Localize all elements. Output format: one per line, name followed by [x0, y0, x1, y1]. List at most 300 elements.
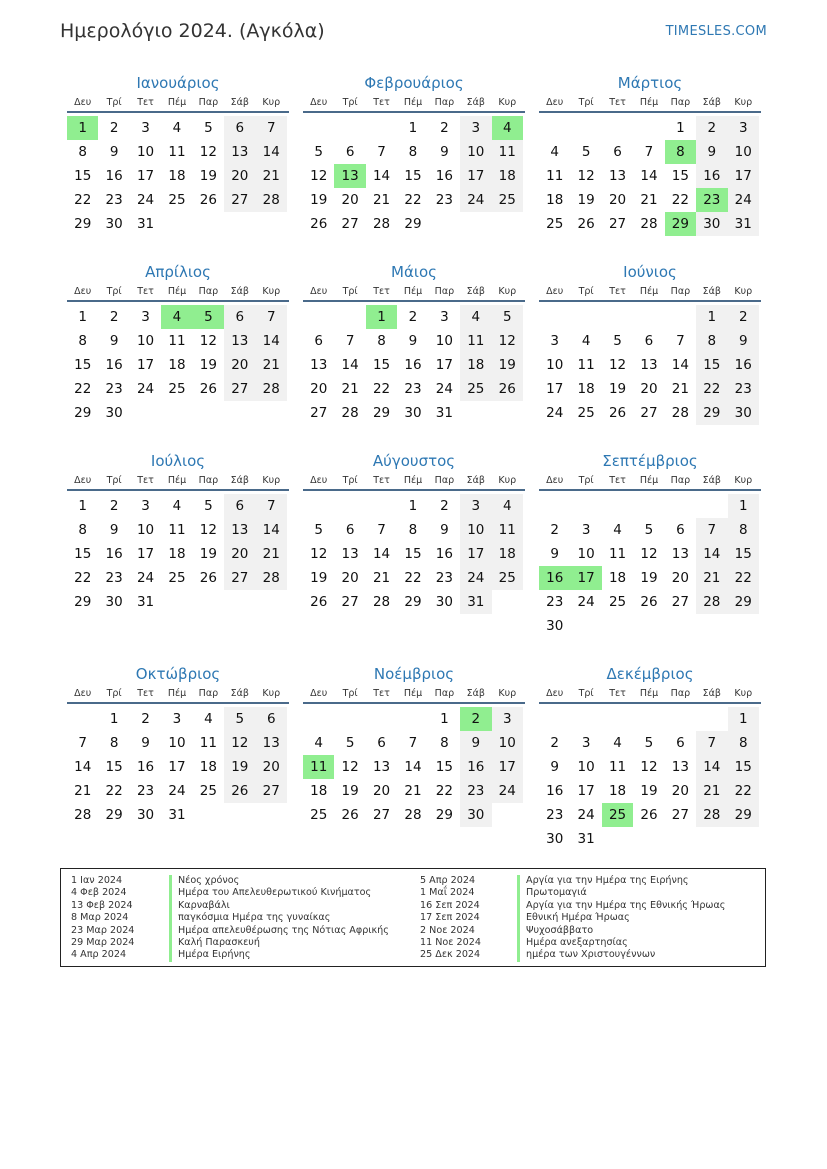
weekday-header — [539, 685, 761, 704]
day-cell: 26 — [341, 807, 359, 823]
day-cell: 19 — [310, 570, 328, 586]
day-cell: 13 — [640, 357, 658, 373]
weekday-label: Σάβ — [230, 475, 249, 486]
day-grid — [67, 305, 289, 425]
day-cell: 12 — [310, 546, 328, 562]
day-cell: 13 — [224, 518, 255, 542]
day-cell: 12 — [640, 759, 658, 775]
day-cell: 29 — [728, 590, 759, 614]
day-cell: 23 — [105, 381, 123, 397]
day-cell: 19 — [224, 755, 255, 779]
day-cell: 11 — [608, 759, 627, 775]
day-cell: 20 — [671, 783, 689, 799]
day-cell: 5 — [224, 707, 255, 731]
day-cell: 19 — [341, 783, 359, 799]
day-cell: 7 — [377, 144, 386, 160]
day-grid — [539, 494, 761, 638]
day-cell: 2 — [109, 120, 119, 136]
day-cell: 7 — [256, 305, 287, 329]
day-cell: 6 — [644, 333, 654, 349]
day-cell: 27 — [372, 807, 391, 823]
day-cell: 31 — [136, 216, 155, 232]
day-cell: 5 — [345, 735, 355, 751]
legend-date: 2 Νοε 2024 — [420, 924, 475, 936]
day-cell: 13 — [372, 759, 391, 775]
day-cell: 30 — [404, 405, 422, 421]
site-link[interactable]: TIMESLES.COM — [665, 24, 767, 39]
empty-cell — [334, 116, 365, 140]
day-cell: 3 — [460, 494, 491, 518]
day-cell: 30 — [696, 212, 727, 236]
day-cell: 14 — [640, 168, 658, 184]
day-cell: 15 — [404, 546, 422, 562]
day-cell: 25 — [310, 807, 328, 823]
day-cell: 16 — [105, 546, 123, 562]
legend-date: 11 Νοε 2024 — [420, 937, 481, 948]
day-cell: 21 — [404, 783, 422, 799]
day-cell: 20 — [224, 353, 255, 377]
day-cell: 11 — [608, 546, 627, 562]
day-cell: 10 — [136, 333, 155, 349]
day-cell: 26 — [640, 807, 658, 823]
day-cell: 9 — [728, 329, 759, 353]
day-cell: 7 — [676, 333, 685, 349]
day-cell: 8 — [78, 144, 87, 160]
day-cell: 26 — [608, 405, 627, 421]
holiday-day: 23 — [696, 188, 727, 212]
day-cell: 15 — [74, 357, 92, 373]
day-cell: 23 — [105, 570, 123, 586]
legend-date: 1 Μαΐ 2024 — [420, 887, 475, 899]
month-block — [539, 663, 761, 851]
day-cell: 12 — [341, 759, 359, 775]
day-cell: 27 — [671, 807, 689, 823]
day-cell: 26 — [199, 192, 217, 208]
day-cell: 6 — [676, 735, 685, 751]
empty-cell — [539, 305, 570, 329]
day-cell: 18 — [310, 783, 328, 799]
day-cell: 9 — [109, 144, 119, 160]
day-cell: 30 — [435, 594, 453, 610]
day-cell: 8 — [408, 144, 418, 160]
day-cell: 22 — [728, 566, 759, 590]
day-cell: 26 — [577, 216, 595, 232]
day-cell: 30 — [546, 618, 564, 634]
day-cell: 10 — [728, 140, 759, 164]
day-cell: 10 — [546, 357, 564, 373]
day-cell: 26 — [199, 570, 217, 586]
day-cell: 14 — [74, 759, 92, 775]
month-name: Μάρτιος — [617, 74, 683, 92]
month-block — [539, 72, 761, 236]
day-cell: 7 — [256, 116, 287, 140]
day-cell: 22 — [74, 192, 92, 208]
weekday-label: Τετ — [609, 97, 626, 108]
weekday-label: Τετ — [609, 286, 626, 297]
day-cell: 23 — [728, 377, 759, 401]
legend-date: 16 Σεπ 2024 — [420, 899, 480, 911]
day-cell: 10 — [577, 546, 595, 562]
day-cell: 27 — [640, 405, 658, 421]
day-cell: 28 — [696, 590, 727, 614]
day-cell: 16 — [136, 759, 155, 775]
day-cell: 18 — [546, 192, 564, 208]
day-cell: 23 — [435, 192, 453, 208]
day-cell: 11 — [492, 140, 523, 164]
day-cell: 9 — [460, 731, 491, 755]
day-cell: 19 — [577, 192, 595, 208]
legend-holiday-name: Καρναβάλι — [169, 900, 230, 912]
day-cell: 5 — [204, 498, 213, 514]
weekday-header — [67, 472, 289, 491]
day-cell: 31 — [577, 831, 595, 847]
weekday-label: Δευ — [74, 286, 92, 297]
day-cell: 27 — [310, 405, 328, 421]
weekday-label: Σάβ — [466, 286, 485, 297]
day-cell: 12 — [310, 168, 328, 184]
weekday-label: Δευ — [74, 97, 92, 108]
day-cell: 3 — [141, 498, 150, 514]
empty-cell — [602, 305, 633, 329]
day-cell: 4 — [460, 305, 491, 329]
weekday-header — [539, 94, 761, 113]
day-cell: 22 — [404, 570, 422, 586]
day-cell: 17 — [168, 759, 186, 775]
weekday-label: Παρ — [198, 475, 219, 486]
weekday-label: Τρί — [578, 286, 594, 297]
day-cell: 12 — [199, 522, 217, 538]
day-cell: 29 — [728, 803, 759, 827]
weekday-label: Σάβ — [466, 688, 485, 699]
day-cell: 18 — [199, 759, 217, 775]
day-cell: 5 — [204, 120, 213, 136]
day-cell: 2 — [408, 309, 418, 325]
day-cell: 9 — [550, 546, 559, 562]
day-cell: 30 — [105, 594, 123, 610]
day-cell: 7 — [696, 731, 727, 755]
day-cell: 9 — [696, 140, 727, 164]
day-cell: 22 — [105, 783, 123, 799]
day-cell: 7 — [408, 735, 418, 751]
day-cell: 10 — [136, 144, 155, 160]
day-cell: 31 — [136, 594, 155, 610]
day-cell: 27 — [224, 377, 255, 401]
weekday-label: Παρ — [434, 286, 455, 297]
empty-cell — [665, 494, 696, 518]
day-cell: 14 — [256, 140, 287, 164]
day-cell: 9 — [408, 333, 418, 349]
day-cell: 18 — [168, 357, 186, 373]
weekday-label: Σάβ — [230, 97, 249, 108]
day-cell: 30 — [728, 401, 759, 425]
day-cell: 12 — [640, 546, 658, 562]
day-cell: 29 — [74, 405, 92, 421]
day-cell: 3 — [460, 116, 491, 140]
legend-holiday-name: Ημέρα απελευθέρωσης της Νότιας Αφρικής — [169, 925, 389, 937]
weekday-label: Πέμ — [167, 286, 187, 297]
day-cell: 12 — [577, 168, 595, 184]
month-name: Ιούλιος — [150, 452, 206, 470]
day-cell: 15 — [728, 542, 759, 566]
weekday-label: Δευ — [310, 286, 328, 297]
day-cell: 21 — [341, 381, 359, 397]
day-cell: 28 — [74, 807, 92, 823]
day-cell: 6 — [676, 522, 685, 538]
day-cell: 17 — [136, 168, 155, 184]
day-cell: 18 — [492, 164, 523, 188]
legend-holiday-name: Εθνική Ημέρα Ήρωας — [517, 912, 630, 924]
weekday-label: Πέμ — [167, 688, 187, 699]
weekday-label: Σάβ — [466, 97, 485, 108]
weekday-label: Τετ — [137, 286, 154, 297]
day-cell: 16 — [546, 783, 564, 799]
day-cell: 15 — [404, 168, 422, 184]
month-name: Μάιος — [391, 263, 437, 281]
holiday-legend — [60, 868, 766, 967]
day-cell: 6 — [224, 116, 255, 140]
day-cell: 28 — [256, 188, 287, 212]
weekday-header — [67, 283, 289, 302]
day-cell: 9 — [550, 759, 559, 775]
day-cell: 6 — [314, 333, 323, 349]
day-cell: 14 — [341, 357, 359, 373]
day-cell: 14 — [372, 168, 391, 184]
day-cell: 16 — [435, 168, 453, 184]
day-cell: 2 — [550, 735, 559, 751]
day-cell: 28 — [671, 405, 689, 421]
weekday-label: Δευ — [546, 688, 564, 699]
day-cell: 24 — [546, 405, 564, 421]
day-cell: 10 — [460, 140, 491, 164]
legend-holiday-name: παγκόσμια Ημέρα της γυναίκας — [169, 912, 330, 924]
day-cell: 4 — [613, 735, 622, 751]
day-cell: 17 — [577, 783, 595, 799]
legend-date: 23 Μαρ 2024 — [71, 924, 135, 936]
day-cell: 5 — [314, 144, 323, 160]
weekday-label: Σάβ — [230, 286, 249, 297]
day-cell: 30 — [136, 807, 155, 823]
day-cell: 24 — [492, 779, 523, 803]
weekday-label: Κυρ — [734, 286, 753, 297]
day-cell: 28 — [696, 803, 727, 827]
day-cell: 18 — [608, 570, 627, 586]
day-cell: 25 — [577, 405, 595, 421]
day-cell: 1 — [408, 120, 418, 136]
day-cell: 17 — [546, 381, 564, 397]
day-cell: 7 — [696, 518, 727, 542]
legend-holiday-name: Ψυχοσάββατο — [517, 925, 593, 937]
day-cell: 19 — [199, 168, 217, 184]
legend-date: 4 Απρ 2024 — [71, 949, 127, 961]
day-cell: 7 — [644, 144, 654, 160]
empty-cell — [602, 707, 633, 731]
day-cell: 31 — [435, 405, 453, 421]
day-cell: 11 — [460, 329, 491, 353]
day-cell: 14 — [372, 546, 391, 562]
day-cell: 5 — [644, 735, 654, 751]
day-grid — [67, 116, 289, 236]
day-cell: 1 — [696, 305, 727, 329]
day-cell: 22 — [696, 377, 727, 401]
weekday-label: Παρ — [434, 688, 455, 699]
day-cell: 24 — [168, 783, 186, 799]
legend-date: 17 Σεπ 2024 — [420, 912, 480, 924]
day-cell: 4 — [581, 333, 591, 349]
weekday-label: Κυρ — [734, 475, 753, 486]
month-block — [67, 663, 289, 827]
legend-date: 13 Φεβ 2024 — [71, 899, 133, 911]
empty-cell — [696, 707, 727, 731]
holiday-day: 1 — [67, 116, 98, 140]
day-cell: 13 — [224, 140, 255, 164]
day-cell: 1 — [676, 120, 685, 136]
day-cell: 6 — [224, 305, 255, 329]
weekday-label: Δευ — [310, 688, 328, 699]
day-cell: 6 — [613, 144, 622, 160]
day-cell: 23 — [546, 594, 564, 610]
weekday-header — [67, 685, 289, 704]
day-cell: 17 — [728, 164, 759, 188]
month-name: Σεπτέμβριος — [602, 452, 698, 470]
day-cell: 19 — [310, 192, 328, 208]
empty-cell — [539, 707, 570, 731]
day-cell: 19 — [199, 546, 217, 562]
day-cell: 20 — [671, 570, 689, 586]
weekday-label: Τετ — [373, 97, 390, 108]
day-cell: 14 — [256, 518, 287, 542]
weekday-label: Πέμ — [639, 286, 659, 297]
weekday-header — [539, 472, 761, 491]
day-cell: 16 — [728, 353, 759, 377]
day-cell: 1 — [78, 309, 87, 325]
day-cell: 30 — [105, 216, 123, 232]
weekday-label: Κυρ — [262, 475, 281, 486]
day-grid — [539, 305, 761, 425]
day-cell: 25 — [168, 381, 186, 397]
empty-cell — [633, 116, 664, 140]
day-cell: 14 — [404, 759, 422, 775]
day-cell: 5 — [613, 333, 622, 349]
day-cell: 1 — [728, 707, 759, 731]
month-name: Αύγουστος — [372, 452, 456, 470]
legend-date: 25 Δεκ 2024 — [420, 949, 481, 961]
month-block — [67, 261, 289, 425]
day-cell: 11 — [577, 357, 595, 373]
empty-cell — [334, 494, 365, 518]
day-cell: 20 — [341, 192, 359, 208]
day-cell: 29 — [404, 216, 422, 232]
day-cell: 15 — [671, 168, 689, 184]
month-block — [539, 261, 761, 425]
holiday-day: 1 — [366, 305, 397, 329]
day-cell: 17 — [492, 755, 523, 779]
day-cell: 17 — [460, 164, 491, 188]
day-cell: 29 — [435, 807, 453, 823]
empty-cell — [570, 494, 601, 518]
empty-cell — [366, 707, 397, 731]
holiday-day: 16 — [539, 566, 570, 590]
weekday-label: Τετ — [609, 688, 626, 699]
empty-cell — [633, 707, 664, 731]
day-cell: 19 — [492, 353, 523, 377]
day-cell: 31 — [168, 807, 186, 823]
day-cell: 24 — [136, 570, 155, 586]
holiday-day: 11 — [303, 755, 334, 779]
day-cell: 2 — [109, 498, 119, 514]
day-cell: 25 — [546, 216, 564, 232]
day-cell: 20 — [372, 783, 391, 799]
weekday-label: Παρ — [670, 475, 691, 486]
empty-cell — [397, 707, 428, 731]
weekday-label: Κυρ — [734, 688, 753, 699]
day-cell: 2 — [141, 711, 150, 727]
day-cell: 9 — [141, 735, 150, 751]
weekday-label: Σάβ — [702, 475, 721, 486]
day-cell: 12 — [608, 357, 627, 373]
day-cell: 13 — [671, 546, 689, 562]
day-cell: 4 — [550, 144, 559, 160]
day-cell: 2 — [440, 498, 449, 514]
month-block — [303, 450, 525, 614]
day-cell: 21 — [372, 192, 391, 208]
empty-cell — [570, 707, 601, 731]
weekday-label: Σάβ — [466, 475, 485, 486]
day-cell: 2 — [440, 120, 449, 136]
day-cell: 1 — [728, 494, 759, 518]
day-cell: 3 — [172, 711, 182, 727]
day-cell: 5 — [314, 522, 323, 538]
weekday-label: Σάβ — [230, 688, 249, 699]
weekday-header — [303, 94, 525, 113]
day-cell: 20 — [256, 755, 287, 779]
holiday-day: 5 — [193, 305, 224, 329]
day-cell: 25 — [199, 783, 217, 799]
day-cell: 17 — [136, 546, 155, 562]
day-cell: 8 — [728, 518, 759, 542]
day-cell: 5 — [581, 144, 591, 160]
day-cell: 6 — [345, 144, 355, 160]
day-cell: 24 — [136, 381, 155, 397]
day-cell: 13 — [256, 731, 287, 755]
weekday-label: Κυρ — [262, 688, 281, 699]
weekday-label: Δευ — [310, 97, 328, 108]
empty-cell — [303, 707, 334, 731]
day-cell: 27 — [256, 779, 287, 803]
month-name: Νοέμβριος — [373, 665, 455, 683]
day-cell: 9 — [109, 522, 119, 538]
weekday-label: Τετ — [373, 286, 390, 297]
day-cell: 27 — [341, 594, 359, 610]
day-cell: 23 — [136, 783, 155, 799]
holiday-day: 17 — [570, 566, 601, 590]
day-cell: 22 — [671, 192, 689, 208]
day-cell: 31 — [728, 212, 759, 236]
day-cell: 24 — [577, 807, 595, 823]
month-block — [67, 450, 289, 614]
day-cell: 8 — [78, 522, 87, 538]
day-cell: 14 — [671, 357, 689, 373]
weekday-label: Τρί — [106, 286, 122, 297]
empty-cell — [67, 707, 98, 731]
day-cell: 11 — [168, 144, 186, 160]
weekday-label: Κυρ — [498, 688, 517, 699]
legend-holiday-name: ημέρα των Χριστουγέννων — [517, 949, 655, 961]
day-cell: 13 — [341, 546, 359, 562]
day-cell: 23 — [435, 570, 453, 586]
day-cell: 10 — [435, 333, 453, 349]
weekday-label: Πέμ — [167, 97, 187, 108]
day-cell: 15 — [74, 168, 92, 184]
